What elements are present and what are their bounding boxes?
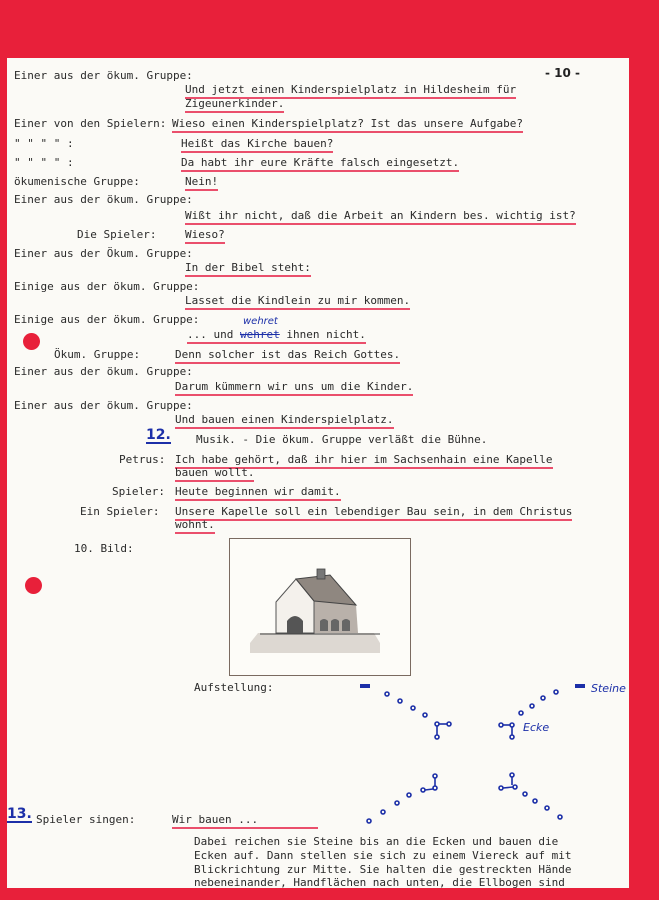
speaker: Einer von den Spielern:: [14, 117, 167, 130]
speaker: Einer aus der ökum. Gruppe:: [14, 193, 193, 206]
ecke-label: Ecke: [523, 721, 550, 734]
dialogue: Wieso?: [185, 228, 225, 244]
dialogue-post: ihnen nicht.: [286, 328, 366, 341]
speaker: Petrus:: [119, 453, 166, 466]
cue-marker: 13.: [7, 806, 32, 822]
paragraph-line: nebeneinander, Handflächen nach unten, die Ellbogen sind: [194, 876, 565, 888]
speaker: Spieler:: [112, 485, 165, 498]
dialogue: Darum kümmern wir uns um die Kinder.: [175, 380, 413, 396]
dialogue: Heute beginnen wir damit.: [175, 485, 341, 501]
scene-heading: 10. Bild:: [74, 542, 134, 555]
dialogue: Nein!: [185, 175, 218, 191]
song-title: Wir bauen ...: [172, 813, 318, 829]
dialogue: Denn solcher ist das Reich Gottes.: [175, 348, 400, 364]
speaker: Die Spieler:: [77, 228, 157, 241]
steine-label: Steine: [591, 682, 626, 695]
cue-marker: 12.: [146, 427, 171, 443]
struck-word: wehret: [239, 328, 280, 341]
document-page: [7, 58, 629, 888]
dialogue: Und jetzt einen Kinderspielplatz in Hildesheim für: [185, 83, 516, 99]
dialogue: Und bauen einen Kinderspielplatz.: [175, 413, 394, 429]
dialogue: bauen wollt.: [175, 466, 254, 482]
speaker: Einige aus der ökum. Gruppe:: [14, 280, 200, 293]
page-number: - 10 -: [545, 66, 581, 80]
dialogue-pre: ... und: [187, 328, 234, 341]
dialogue: In der Bibel steht:: [185, 261, 311, 277]
dialogue: wohnt.: [175, 518, 215, 534]
speaker: Spieler singen:: [36, 813, 136, 826]
dialogue: Heißt das Kirche bauen?: [181, 137, 333, 153]
handwritten-correction: wehret: [243, 316, 278, 327]
paragraph-line: Ecken auf. Dann stellen sie sich zu einem Viereck auf mit: [194, 849, 572, 862]
formation-diagram: [7, 58, 629, 888]
dialogue: Ich habe gehört, daß ihr hier im Sachsenhain eine Kapelle: [175, 453, 553, 469]
dialogue: Unsere Kapelle soll ein lebendiger Bau sein, in dem Christus: [175, 505, 572, 521]
paragraph-line: Blickrichtung zur Mitte. Sie halten die gestreckten Hände: [194, 863, 572, 876]
speaker: Ein Spieler:: [80, 505, 160, 518]
speaker: Einer aus der ökum. Gruppe:: [14, 365, 193, 378]
stage-direction: Musik. - Die ökum. Gruppe verläßt die Bühne.: [196, 433, 488, 446]
speaker: Einer aus der ökum. Gruppe:: [14, 399, 193, 412]
speaker: " " " " :: [14, 137, 74, 150]
speaker: Einer aus der ökum. Gruppe:: [14, 69, 193, 82]
speaker: ökumenische Gruppe:: [14, 175, 140, 188]
aufstellung-label: Aufstellung:: [194, 681, 274, 694]
speaker: Ökum. Gruppe:: [54, 348, 141, 361]
paragraph-line: Dabei reichen sie Steine bis an die Ecken und bauen die: [194, 835, 559, 848]
dialogue: Zigeunerkinder.: [185, 97, 284, 113]
speaker: Einer aus der Ökum. Gruppe:: [14, 247, 193, 260]
speaker: " " " " :: [14, 156, 74, 169]
speaker: Einige aus der ökum. Gruppe:: [14, 313, 200, 326]
dialogue: Wißt ihr nicht, daß die Arbeit an Kindern bes. wichtig ist?: [185, 209, 576, 225]
dialogue: Wieso einen Kinderspielplatz? Ist das unsere Aufgabe?: [172, 117, 523, 133]
dialogue: Lasset die Kindlein zu mir kommen.: [185, 294, 410, 310]
dialogue: Da habt ihr eure Kräfte falsch eingesetzt.: [181, 156, 459, 172]
